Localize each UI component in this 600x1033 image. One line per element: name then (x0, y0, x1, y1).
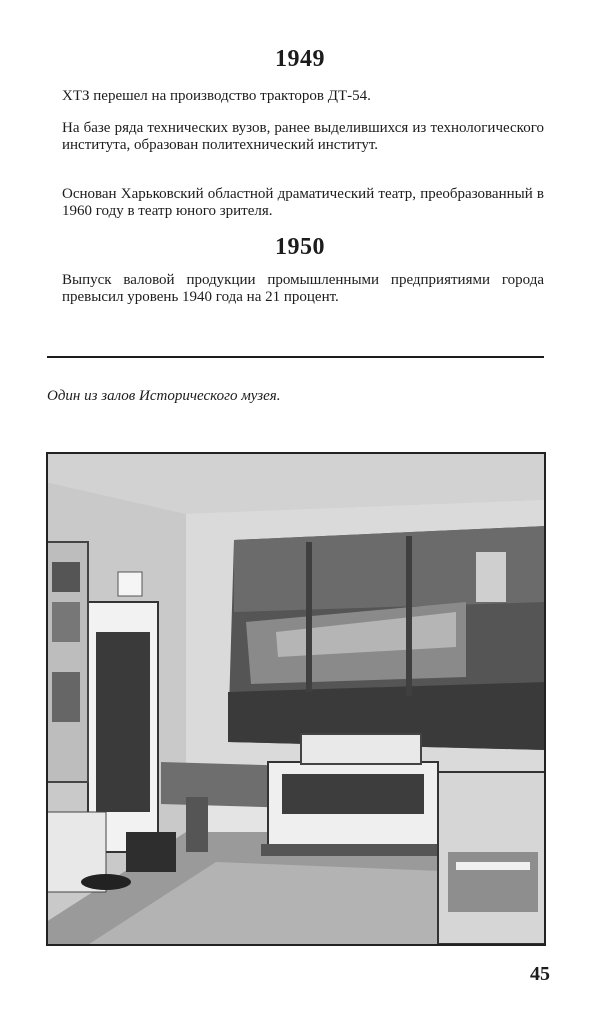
page-number: 45 (530, 963, 550, 985)
paragraph-1949-polytechnic: На базе ряда технических вузов, ранее выделившихся из технологического института, образован политехнический институт. (62, 120, 544, 153)
photo-caption: Один из залов Исторического музея. (47, 388, 281, 404)
year-heading-1949: 1949 (275, 46, 325, 72)
paragraph-1949-tractor: ХТЗ перешел на производство тракторов ДТ-54. (62, 88, 371, 104)
paragraph-1949-theatre: Основан Харьковский областной драматический театр, преобразованный в 1960 году в театр юного зрителя. (62, 186, 544, 219)
museum-hall-photo (46, 452, 546, 946)
year-heading-1950: 1950 (275, 234, 325, 260)
section-divider (47, 356, 544, 358)
paragraph-1950-production: Выпуск валовой продукции промышленными предприятиями города превысил уровень 1940 года на 21 процент. (62, 272, 544, 305)
